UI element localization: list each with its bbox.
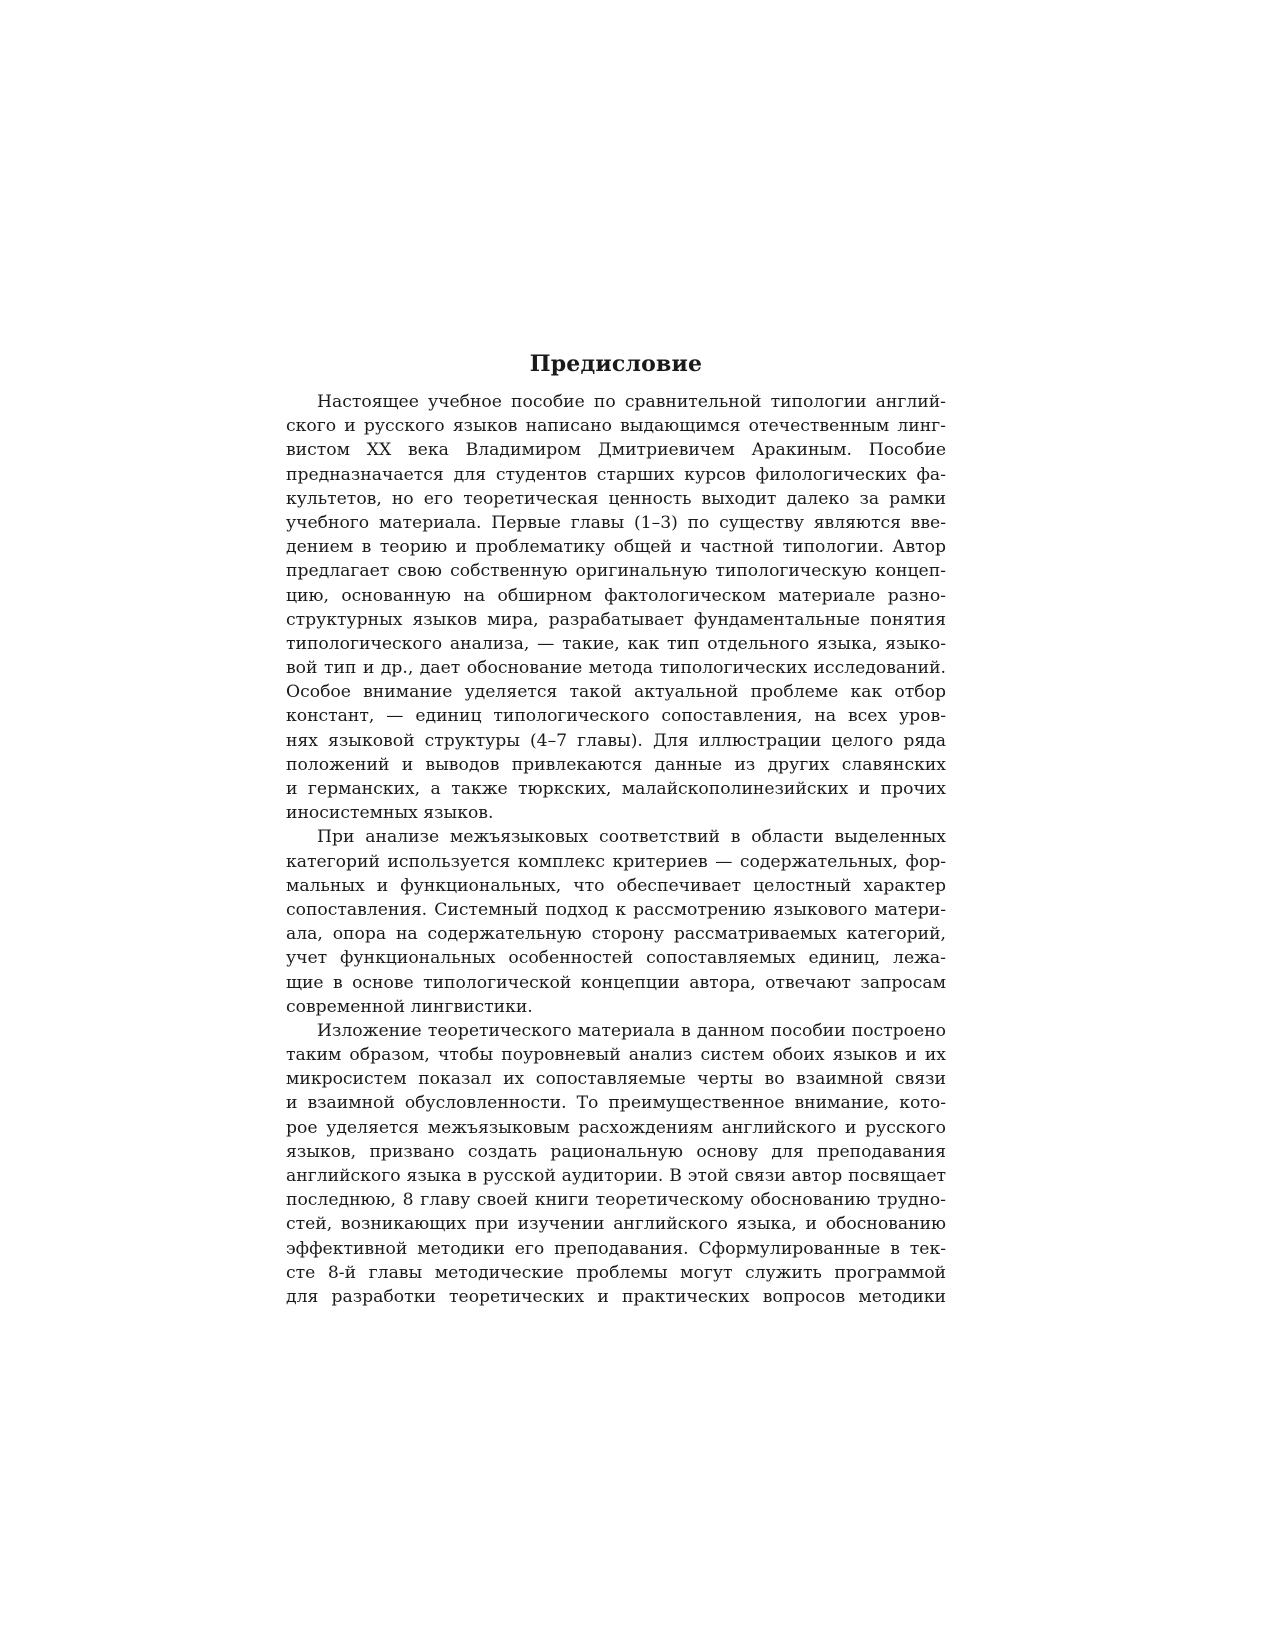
page-title: Предисловие xyxy=(529,351,703,377)
text-line: последнюю, 8 главу своей книги теоретическому обоснованию трудно- xyxy=(286,1190,946,1211)
text-line: предназначается для студентов старших курсов филологических фа- xyxy=(286,464,946,485)
text-line: Настоящее учебное пособие по сравнительной типологии англий- xyxy=(317,392,946,412)
text-line: иносистемных языков. xyxy=(286,803,494,824)
text-line: и взаимной обусловленности. То преимущественное внимание, кото- xyxy=(286,1093,946,1114)
text-line: Изложение теоретического материала в данном пособии построено xyxy=(317,1020,946,1041)
text-line: цию, основанную на обширном фактологическом материале разно- xyxy=(286,585,946,606)
text-line: и германских, а также тюркских, малайскополинезийских и прочих xyxy=(286,779,946,799)
text-line: языков, призвано создать рациональную основу для преподавания xyxy=(286,1141,946,1162)
text-line: типологического анализа, — такие, как тип отдельного языка, языко- xyxy=(286,633,946,654)
preface-text-block xyxy=(286,350,946,1309)
text-line: констант, — единиц типологического сопоставления, на всех уров- xyxy=(286,706,946,727)
text-line: мальных и функциональных, что обеспечивает целостный характер xyxy=(286,875,946,896)
text-line: стей, возникающих при изучении английского языка, и обоснованию xyxy=(286,1214,946,1235)
text-line: ского и русского языков написано выдающимся отечественным линг- xyxy=(286,416,946,437)
text-line: вой тип и др., дает обоснование метода типологических исследований. xyxy=(286,658,946,679)
text-line: учет функциональных особенностей сопоставляемых единиц, лежа- xyxy=(286,948,946,969)
text-line: При анализе межъязыковых соответствий в области выделенных xyxy=(317,827,946,848)
text-line: эффективной методики его преподавания. Сформулированные в тек- xyxy=(286,1238,946,1259)
text-line: современной лингвистики. xyxy=(286,996,533,1017)
text-line: учебного материала. Первые главы (1–3) по существу являются вве- xyxy=(286,512,946,533)
text-line: сопоставления. Системный подход к рассмотрению языкового матери- xyxy=(286,899,946,920)
text-line: сте 8-й главы методические проблемы могут служить программой xyxy=(286,1262,946,1283)
text-line: микросистем показал их сопоставляемые черты во взаимной связи xyxy=(286,1069,946,1090)
text-line: щие в основе типологической концепции автора, отвечают запросам xyxy=(286,972,946,993)
text-line: вистом XX века Владимиром Дмитриевичем Аракиным. Пособие xyxy=(286,440,946,461)
text-line: рое уделяется межъязыковым расхождениям английского и русского xyxy=(286,1117,946,1138)
text-line: структурных языков мира, разрабатывает фундаментальные понятия xyxy=(286,609,946,630)
text-line: нях языковой структуры (4–7 главы). Для иллюстрации целого ряда xyxy=(286,730,946,751)
text-line: положений и выводов привлекаются данные из других славянских xyxy=(286,754,946,775)
text-line: ала, опора на содержательную сторону рассматриваемых категорий, xyxy=(286,924,946,945)
text-line: культетов, но его теоретическая ценность выходит далеко за рамки xyxy=(286,488,946,509)
text-line: Особое внимание уделяется такой актуальной проблеме как отбор xyxy=(286,682,946,703)
text-line: предлагает свою собственную оригинальную типологическую концеп- xyxy=(286,561,946,582)
text-line: категорий используется комплекс критериев — содержательных, фор- xyxy=(286,851,946,872)
text-line: таким образом, чтобы поуровневый анализ систем обоих языков и их xyxy=(286,1045,946,1066)
text-line: английского языка в русской аудитории. В этой связи автор посвящает xyxy=(286,1166,946,1186)
text-line: дением в теорию и проблематику общей и частной типологии. Автор xyxy=(286,537,946,558)
text-line: для разработки теоретических и практических вопросов методики xyxy=(286,1286,946,1307)
